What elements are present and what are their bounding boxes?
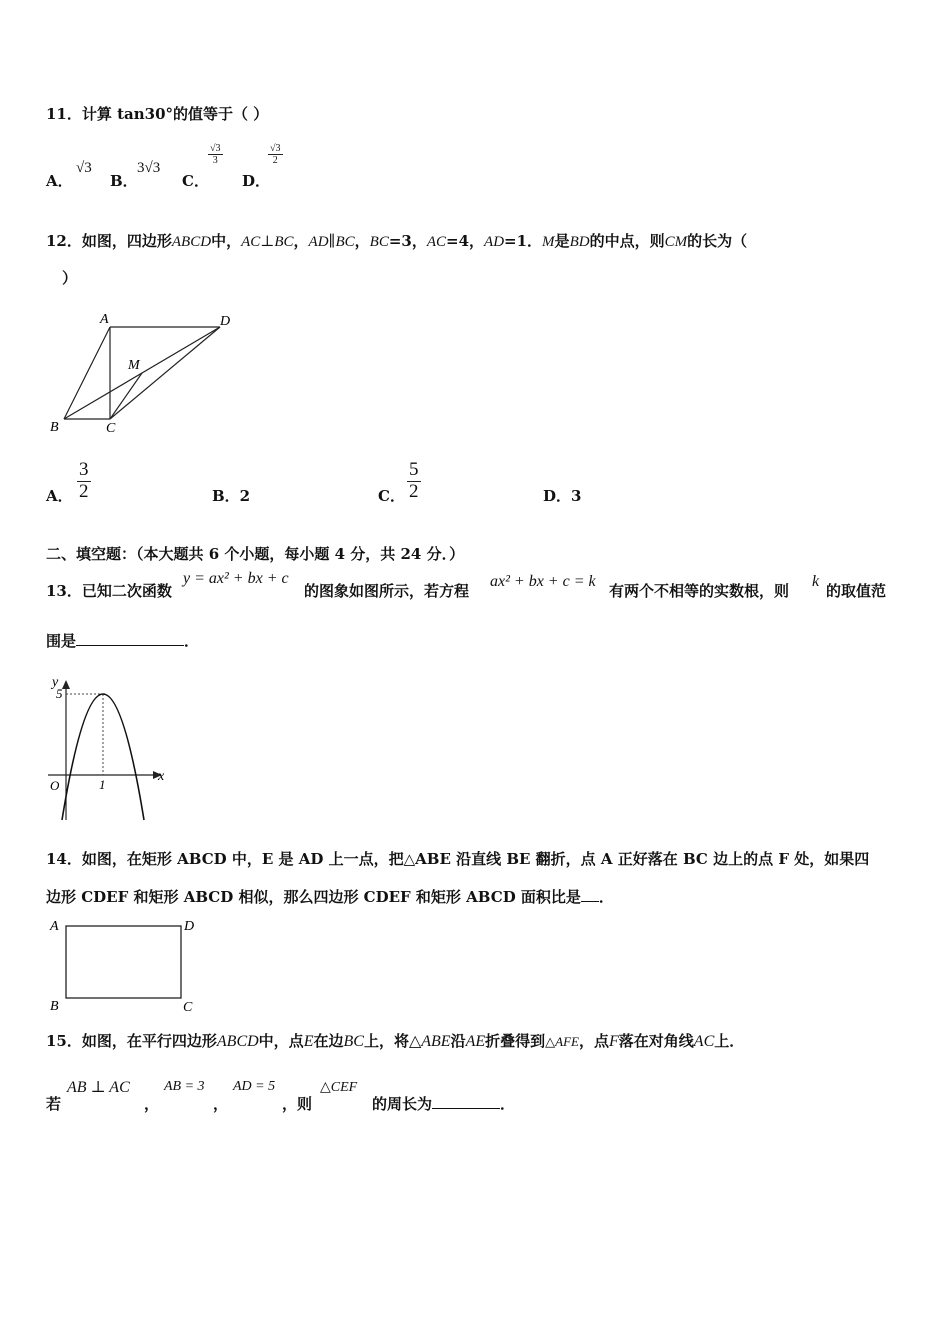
q15-stem-line2-start: 若 xyxy=(46,1095,62,1113)
q15-triangle-cef: △CEF xyxy=(320,1080,358,1095)
q13-y-label: y xyxy=(52,675,59,690)
q14-figure xyxy=(44,914,204,1014)
q15-cond-ab-perp-ac: AB ⊥ AC xyxy=(67,1079,130,1096)
q11-option-a: A． xyxy=(46,172,73,190)
q14-label-a: A xyxy=(50,919,59,934)
q13-answer-blank[interactable] xyxy=(76,631,184,646)
q12-label-a: A xyxy=(100,312,109,327)
q13-origin-label: O xyxy=(50,778,60,793)
q13-function: y = ax² + bx + c xyxy=(183,570,289,587)
q14-rectangle xyxy=(66,926,181,998)
q11-option-a-value: √3 xyxy=(76,160,92,176)
q13-parabola xyxy=(62,694,144,820)
q13-x-tick: 1 xyxy=(99,777,106,792)
q11-option-c: C． xyxy=(182,172,209,190)
q14-label-b: B xyxy=(50,999,59,1014)
q15-cond-ad: AD = 5 xyxy=(233,1079,276,1094)
q12-label-c: C xyxy=(106,421,116,436)
q15-cond-ab: AB = 3 xyxy=(164,1079,205,1094)
q13-stem-line2: 围是 ． xyxy=(46,632,200,650)
q12-option-a: A． xyxy=(46,487,73,505)
q14-stem-line2: 边形 CDEF 和矩形 ABCD 相似，那么四边形 CDEF 和矩形 ABCD 面积比是 ． xyxy=(46,888,614,906)
q14-label-c: C xyxy=(183,1000,193,1014)
q12-option-a-fraction: $\frac{3}{2}$ xyxy=(79,459,89,502)
q12-option-c: C． xyxy=(378,487,405,505)
q11-stem: 11．计算 tan30°的值等于（ ） xyxy=(46,105,269,123)
q11-option-b-value: 3√3 xyxy=(137,160,161,176)
q15-comma-2: ， xyxy=(213,1095,229,1113)
q15-stem-line2-end: 的周长为 ． xyxy=(372,1095,516,1113)
q13-stem-line1: 13．已知二次函数 xyxy=(46,582,172,600)
q12-figure xyxy=(44,305,244,437)
q11-option-d-fraction: $\frac{√3}{2}$ xyxy=(270,143,281,166)
q15-stem-line1: 15．如图，在平行四边形ABCD中，点E在边BC上，将△ABE沿AE折叠得到△AFE，点F落在对角线AC上． xyxy=(46,1032,745,1050)
q12-stem-line2: ） xyxy=(62,269,78,287)
q14-label-d: D xyxy=(184,919,195,934)
q14-stem-line1: 14．如图，在矩形 ABCD 中，E 是 AD 上一点，把△ABE 沿直线 BE 翻折，点 A 正好落在 BC 边上的点 F 处，如果四 xyxy=(46,850,870,868)
q13-equation: ax² + bx + c = k xyxy=(490,573,596,590)
q15-then: ，则 xyxy=(282,1095,313,1113)
q15-comma-1: ， xyxy=(144,1095,160,1113)
q12-stem-line1: 12．如图，四边形ABCD中，AC⊥BC，AD∥BC，BC=3，AC=4，AD=1．M是BD的中点，则CM的长为（ xyxy=(46,232,748,250)
q12-label-d: D xyxy=(220,314,231,329)
section-2-heading: 二、填空题：（本大题共 6 个小题，每小题 4 分，共 24 分．） xyxy=(46,545,465,563)
q12-option-c-fraction: $\frac{5}{2}$ xyxy=(409,459,419,502)
q12-edge-cd xyxy=(110,327,220,419)
q13-k: k xyxy=(812,573,820,590)
q13-x-label: x xyxy=(158,769,165,784)
q12-option-d: D．3 xyxy=(543,487,582,505)
q12-label-b: B xyxy=(50,420,59,435)
q15-answer-blank[interactable] xyxy=(432,1094,500,1109)
q13-graph xyxy=(44,672,174,824)
q14-answer-blank[interactable] xyxy=(581,887,599,902)
q13-y-arrow xyxy=(62,680,70,689)
q12-label-m: M xyxy=(128,358,140,373)
q11-option-c-fraction: $\frac{√3}{3}$ xyxy=(210,143,221,166)
q12-option-b: B．2 xyxy=(212,487,251,505)
q13-stem-end: 的取值范 xyxy=(826,582,887,600)
q11-option-b: B． xyxy=(110,172,138,190)
q13-stem-mid: 的图象如图所示，若方程 xyxy=(304,582,470,600)
q11-option-d: D． xyxy=(242,172,271,190)
q13-stem-tail: 有两个不相等的实数根，则 xyxy=(609,582,790,600)
q13-y-tick: 5 xyxy=(56,686,63,701)
